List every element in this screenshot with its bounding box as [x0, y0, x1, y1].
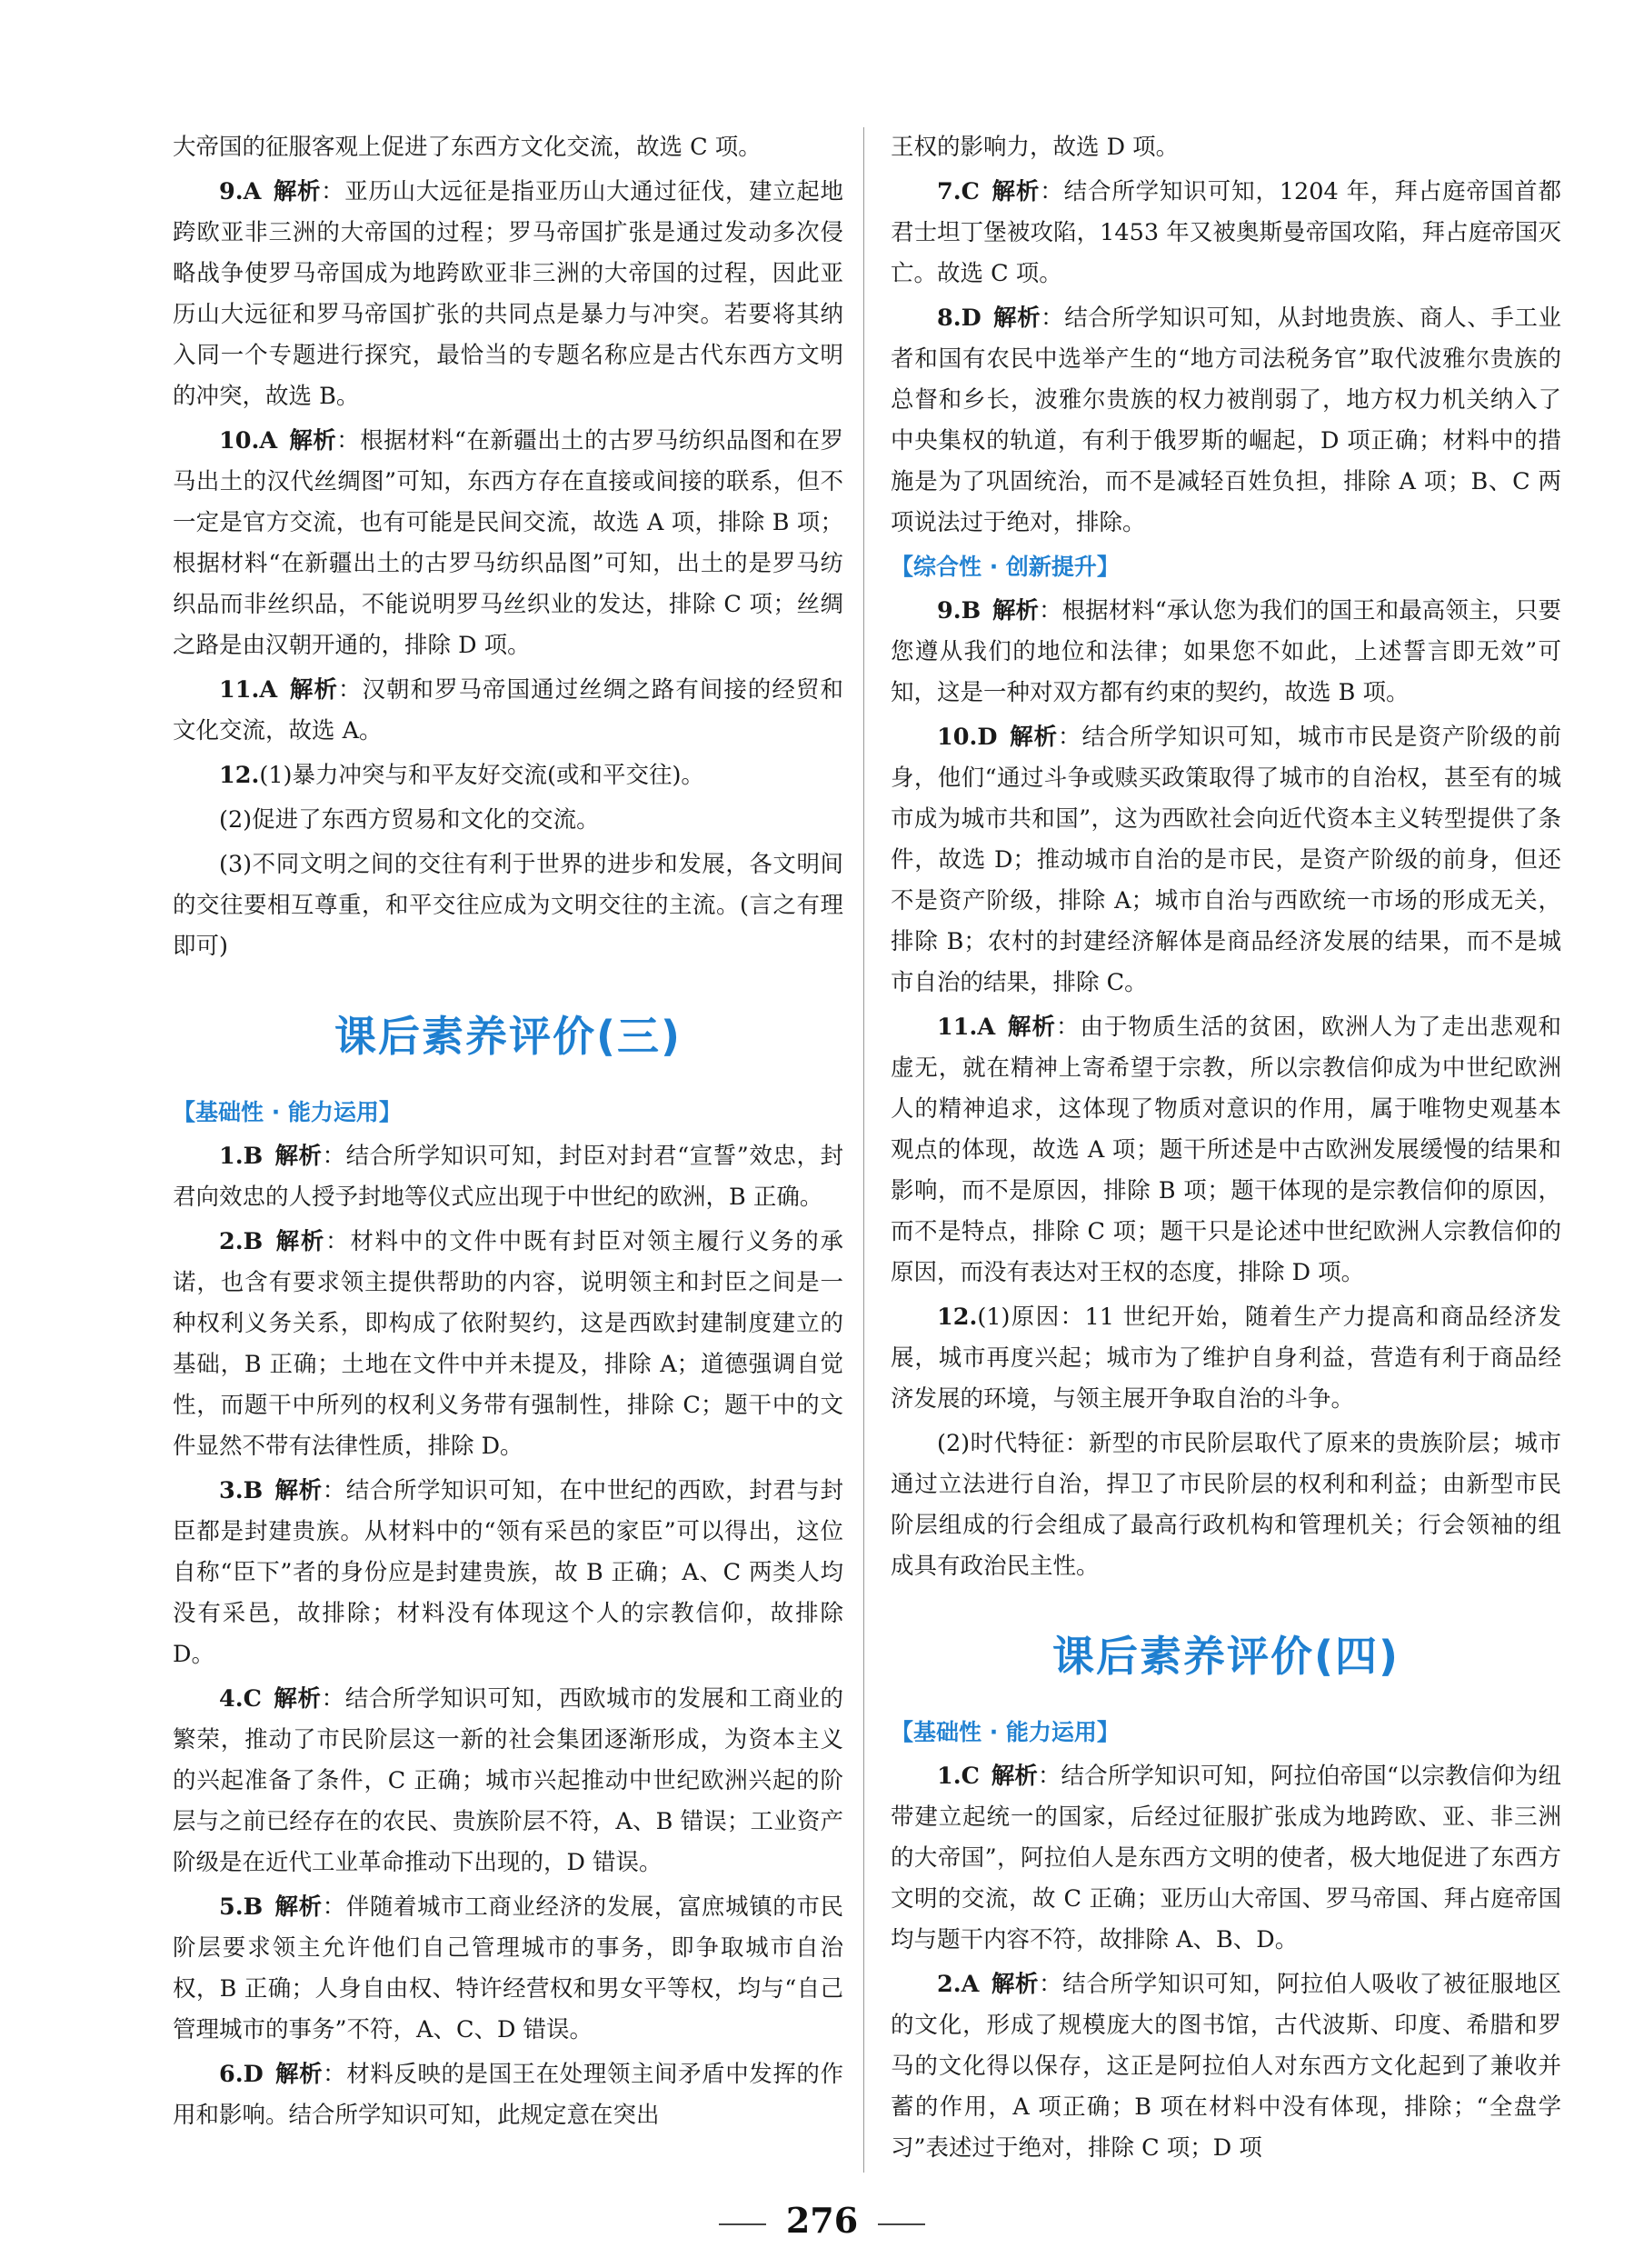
answer-item: [891, 1756, 1561, 1961]
paragraph: 大帝国的征服客观上促进了东西方文化交流，故选 C 项。: [173, 134, 762, 161]
answer-text: ：结合所学知识可知，阿拉伯人吸收了被征服地区的文化，形成了规模庞大的图书馆，古代波斯、印度、希腊和罗马的文化得以保存，这正是阿拉伯人对东西方文化起到了兼收并蓄的作用，A 项正确；B 项在材料中没有体现，排除；“全盘学习”表述过于绝对，排除 C 项；D 项: [891, 1971, 1561, 2162]
analysis-label: 解析: [288, 676, 338, 704]
analysis-label: 解析: [1009, 724, 1059, 751]
question-number: 1.B: [219, 1143, 264, 1170]
answer-item: [173, 421, 843, 666]
section-title: 课后素养评价(四): [1051, 1632, 1400, 1681]
answer-text: (1)暴力冲突与和平友好交流(或和平交往)。: [259, 762, 704, 789]
analysis-label: 解析: [991, 597, 1040, 624]
answer-item: [891, 717, 1561, 1004]
answer-text: ：结合所学知识可知，从封地贵族、商人、手工业者和国有农民中选举产生的“地方司法税务官”取代波雅尔贵族的总督和乡长，波雅尔贵族的权力被削弱了，地方权力机关纳入了中央集权的轨道，有利于俄罗斯的崛起，D 项正确；材料中的措施是为了巩固统治，而不是减轻百姓负担，排除 A 项；B、C 两项说法过于绝对，排除。: [891, 305, 1561, 536]
analysis-label: 解析: [274, 1477, 323, 1504]
answer-text: ：亚历山大远征是指亚历山大通过征伐，建立起地跨欧亚非三洲的大帝国的过程；罗马帝国扩张是通过发动多次侵略战争使罗马帝国成为地跨欧亚非三洲的大帝国的过程，因此亚历山大远征和罗马帝国扩张的共同点是暴力与冲突。若要将其纳入同一个专题进行探究，最恰当的专题名称应是古代东西方文明的冲突，故选 B。: [173, 178, 843, 410]
answer-item: [891, 172, 1561, 295]
analysis-label: 解析: [274, 1143, 323, 1170]
question-number: 5.B: [219, 1893, 264, 1921]
analysis-label: 解析: [991, 1971, 1040, 1998]
question-number: 1.C: [937, 1763, 980, 1790]
analysis-label: 解析: [992, 305, 1041, 332]
answer-item: [173, 670, 843, 752]
analysis-label: 解析: [274, 1893, 323, 1921]
analysis-label: 解析: [274, 2061, 324, 2088]
answer-item: [891, 1007, 1561, 1294]
answer-text: ：材料中的文件中既有封臣对领主履行义务的承诺，也含有要求领主提供帮助的内容，说明领主和封臣之间是一种权利义务关系，即构成了依附契约，这是西欧封建制度建立的基础，B 正确；土地在文件中并未提及，排除 A；道德强调自觉性，而题干中所列的权利义务带有强制性，排除 C；题干中的文件显然不带有法律性质，排除 D。: [173, 1228, 843, 1460]
paragraph: (2)时代特征：新型的市民阶层取代了原来的贵族阶层；城市通过立法进行自治，捍卫了市民阶层的权利和利益；由新型市民阶层组成的行会组成了最高行政机构和管理机关；行会领袖的组成具有政治民主性。: [891, 1430, 1561, 1580]
answer-item: [891, 298, 1561, 544]
answer-item: [173, 1136, 843, 1218]
answer-item: [891, 1964, 1561, 2169]
section-title: 课后素养评价(三): [334, 1012, 683, 1061]
question-number: 7.C: [937, 178, 980, 205]
answer-text: ：根据材料“在新疆出土的古罗马纺织品图和在罗马出土的汉代丝绸图”可知，东西方存在直接或间接的联系，但不一定是官方交流，也有可能是民间交流，故选 A 项，排除 B 项；根据材料“在新疆出土的古罗马纺织品图”可知，出土的是罗马纺织品而非丝织品，不能说明罗马丝织业的发达，排除 C 项；丝绸之路是由汉朝开通的，排除 D 项。: [173, 427, 843, 659]
answer-text: ：结合所学知识可知，城市市民是资产阶级的前身，他们“通过斗争或赎买政策取得了城市的自治权，甚至有的城市成为城市共和国”，这为西欧社会向近代资本主义转型提供了条件，故选 D；推动城市自治的是市民，是资产阶级的前身，但还不是资产阶级，排除 A；城市自治与西欧统一市场的形成无关，排除 B；农村的封建经济解体是商品经济发展的结果，而不是城市自治的结果，排除 C。: [891, 724, 1561, 996]
right-column: [891, 127, 1561, 2173]
answer-text: ：结合所学知识可知，在中世纪的西欧，封君与封臣都是封建贵族。从材料中的“领有采邑的家臣”可以得出，这位自称“臣下”者的身份应是封建贵族，故 B 正确；A、C 两类人均没有采邑，故排除；材料没有体现这个人的宗教信仰，故排除 D。: [173, 1477, 843, 1668]
analysis-label: 解析: [991, 178, 1041, 205]
column-divider: [863, 127, 864, 2173]
answer-item: [173, 172, 843, 417]
answer-text: (1)原因：11 世纪开始，随着生产力提高和商品经济发展，城市再度兴起；城市为了维护自身利益，营造有利于商品经济发展的环境，与领主展开争取自治的斗争。: [891, 1304, 1561, 1413]
paragraph: 王权的影响力，故选 D 项。: [891, 134, 1180, 161]
answer-text: ：根据材料“承认您为我们的国王和最高领主，只要您遵从我们的地位和法律；如果您不如此，上述誓言即无效”可知，这是一种对双方都有约束的契约，故选 B 项。: [891, 597, 1561, 706]
question-number: 11.A: [937, 1014, 996, 1041]
footer-dash-right: [878, 2223, 925, 2225]
answer-text: ：结合所学知识可知，1204 年，拜占庭帝国首都君士坦丁堡被攻陷，1453 年又被奥斯曼帝国攻陷，拜占庭帝国灭亡。故选 C 项。: [891, 178, 1561, 287]
section-tag: 【基础性 · 能力运用】: [173, 1099, 402, 1125]
question-number: 12.: [937, 1304, 978, 1331]
answer-item: [173, 1222, 843, 1467]
analysis-label: 解析: [288, 427, 337, 455]
question-number: 2.B: [219, 1228, 264, 1255]
paragraph: (2)促进了东西方贸易和文化的交流。: [219, 806, 600, 834]
answer-text: ：结合所学知识可知，阿拉伯帝国“以宗教信仰为纽带建立起统一的国家，后经过征服扩张成为地跨欧、亚、非三洲的大帝国”，阿拉伯人是东西方文明的使者，极大地促进了东西方文明的交流，故 C 正确；亚历山大帝国、罗马帝国、拜占庭帝国均与题干内容不符，故排除 A、B、D。: [891, 1763, 1561, 1953]
question-number: 9.B: [937, 597, 981, 624]
question-number: 8.D: [937, 305, 981, 332]
question-number: 10.A: [219, 427, 278, 455]
analysis-label: 解析: [273, 178, 322, 205]
answer-text: ：由于物质生活的贫困，欧洲人为了走出悲观和虚无，就在精神上寄希望于宗教，所以宗教信仰成为中世纪欧洲人的精神追求，这体现了物质对意识的作用，属于唯物史观基本观点的体现，故选 A 项；题干所述是中古欧洲发展缓慢的结果和影响，而不是原因，排除 B 项；题干体现的是宗教信仰的原因，而不是特点，排除 C 项；题干只是论述中世纪欧洲人宗教信仰的原因，而没有表达对王权的态度，排除 D 项。: [891, 1014, 1561, 1286]
question-number: 11.A: [219, 676, 278, 704]
answer-text: ：结合所学知识可知，西欧城市的发展和工商业的繁荣，推动了市民阶层这一新的社会集团逐渐形成，为资本主义的兴起准备了条件，C 正确；城市兴起推动中世纪欧洲兴起的阶层与之前已经存在的农民、贵族阶层不符，A、B 错误；工业资产阶级是在近代工业革命推动下出现的，D 错误。: [173, 1685, 843, 1876]
analysis-label: 解析: [273, 1685, 322, 1713]
answer-text: ：汉朝和罗马帝国通过丝绸之路有间接的经贸和文化交流，故选 A。: [173, 676, 843, 744]
question-number: 3.B: [219, 1477, 264, 1504]
answer-item: [173, 1679, 843, 1883]
answer-item: [891, 1297, 1561, 1420]
question-number: 12.: [219, 762, 260, 789]
page-number: 276: [785, 2200, 859, 2241]
question-number: 10.D: [937, 724, 998, 751]
question-number: 2.A: [937, 1971, 980, 1998]
answer-item: [173, 1887, 843, 2051]
answer-text: ：伴随着城市工商业经济的发展，富庶城镇的市民阶层要求领主允许他们自己管理城市的事务，即争取城市自治权，B 正确；人身自由权、特许经营权和男女平等权，均与“自己管理城市的事务”不符，A、C、D 错误。: [173, 1893, 843, 2043]
answer-item: [173, 755, 843, 796]
answer-item: [891, 591, 1561, 714]
section-tag: 【综合性 · 创新提升】: [891, 554, 1120, 580]
section-tag: 【基础性 · 能力运用】: [891, 1719, 1120, 1745]
analysis-label: 解析: [1006, 1014, 1056, 1041]
answer-text: ：材料反映的是国王在处理领主间矛盾中发挥的作用和影响。结合所学知识可知，此规定意在突出: [173, 2061, 843, 2129]
answer-text: ：结合所学知识可知，封臣对封君“宣誓”效忠，封君向效忠的人授予封地等仪式应出现于中世纪的欧洲，B 正确。: [173, 1143, 843, 1211]
analysis-label: 解析: [274, 1228, 326, 1255]
question-number: 9.A: [219, 178, 262, 205]
question-number: 6.D: [219, 2061, 264, 2088]
footer-dash-left: [719, 2223, 766, 2225]
left-column: [173, 127, 843, 2140]
answer-item: [173, 2054, 843, 2136]
question-number: 4.C: [219, 1685, 262, 1713]
page-footer: [0, 2200, 1644, 2241]
analysis-label: 解析: [991, 1763, 1038, 1790]
answer-item: [173, 1471, 843, 1675]
paragraph: (3)不同文明之间的交往有利于世界的进步和发展，各文明间的交往要相互尊重，和平交往应成为文明交往的主流。(言之有理即可): [173, 851, 843, 960]
